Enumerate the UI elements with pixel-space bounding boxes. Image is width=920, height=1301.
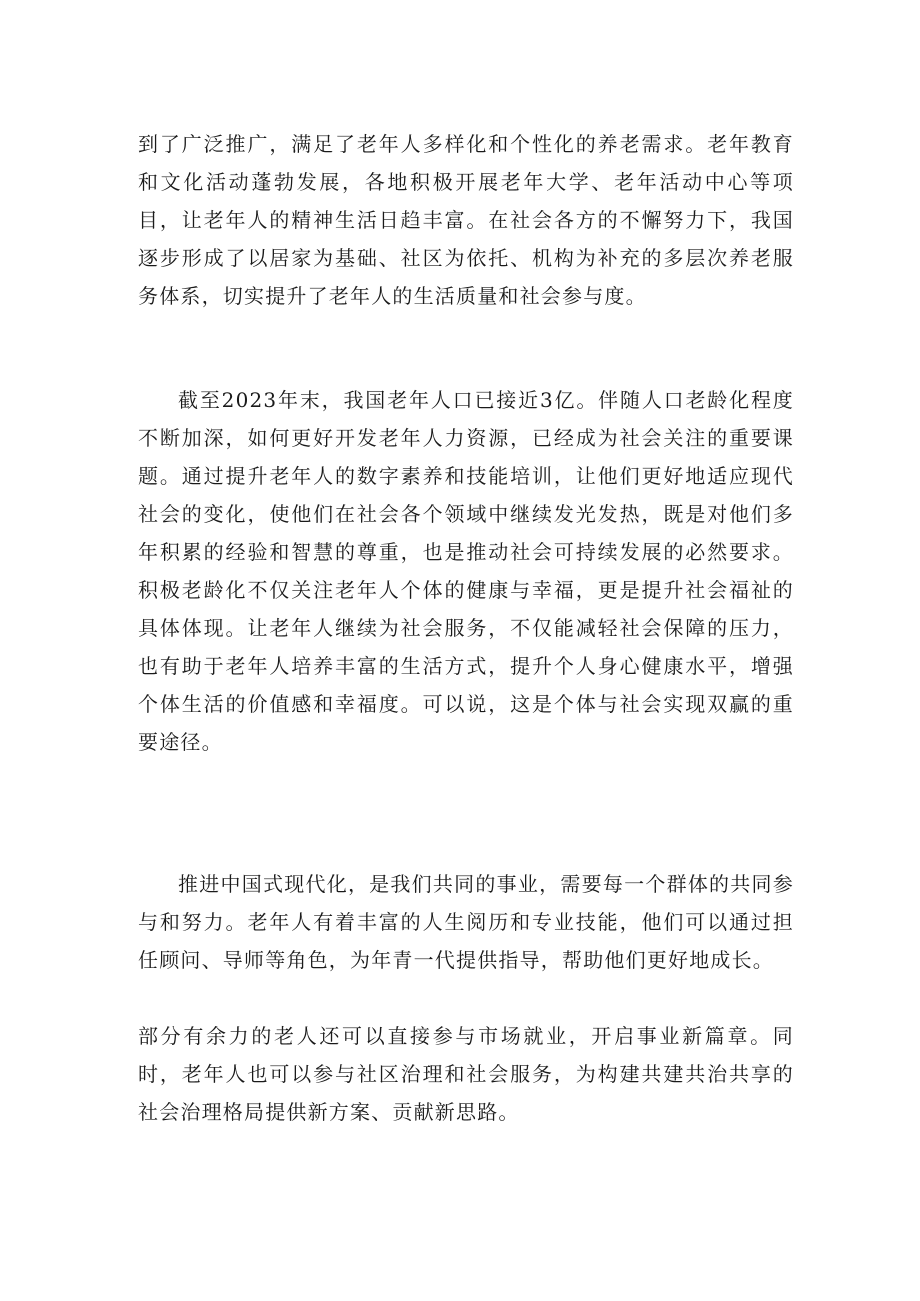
paragraph-1: 到了广泛推广，满足了老年人多样化和个性化的养老需求。老年教育和文化活动蓬勃发展，各地积极开展老年大学、老年活动中心等项目，让老年人的精神生活日趋丰富。在社会各方的不懈努力下，我国逐步形成了以居家为基础、社区为依托、机构为补充的多层次养老服务体系，切实提升了老年人的生活质量和社会参与度。 xyxy=(138,132,794,308)
paragraph-2: 截至2023年末，我国老年人口已接近3亿。伴随人口老龄化程度不断加深，如何更好开发老年人力资源，已经成为社会关注的重要课题。通过提升老年人的数字素养和技能培训，让他们更好地适应现代社会的变化，使他们在社会各个领域中继续发光发热，既是对他们多年积累的经验和智慧的尊重，也是推动社会可持续发展的必然要求。积极老龄化不仅关注老年人个体的健康与幸福，更是提升社会福祉的具体体现。让老年人继续为社会服务，不仅能减轻社会保障的压力，也有助于老年人培养丰富的生活方式，提升个人身心健康水平，增强个体生活的价值感和幸福度。可以说，这是个体与社会实现双赢的重要途径。 xyxy=(138,388,794,754)
paragraph-3: 推进中国式现代化，是我们共同的事业，需要每一个群体的共同参与和努力。老年人有着丰富的人生阅历和专业技能，他们可以通过担任顾问、导师等角色，为年青一代提供指导，帮助他们更好地成长。 xyxy=(138,872,794,972)
paragraph-4: 部分有余力的老人还可以直接参与市场就业，开启事业新篇章。同时，老年人也可以参与社区治理和社会服务，为构建共建共治共享的社会治理格局提供新方案、贡献新思路。 xyxy=(138,1024,794,1124)
